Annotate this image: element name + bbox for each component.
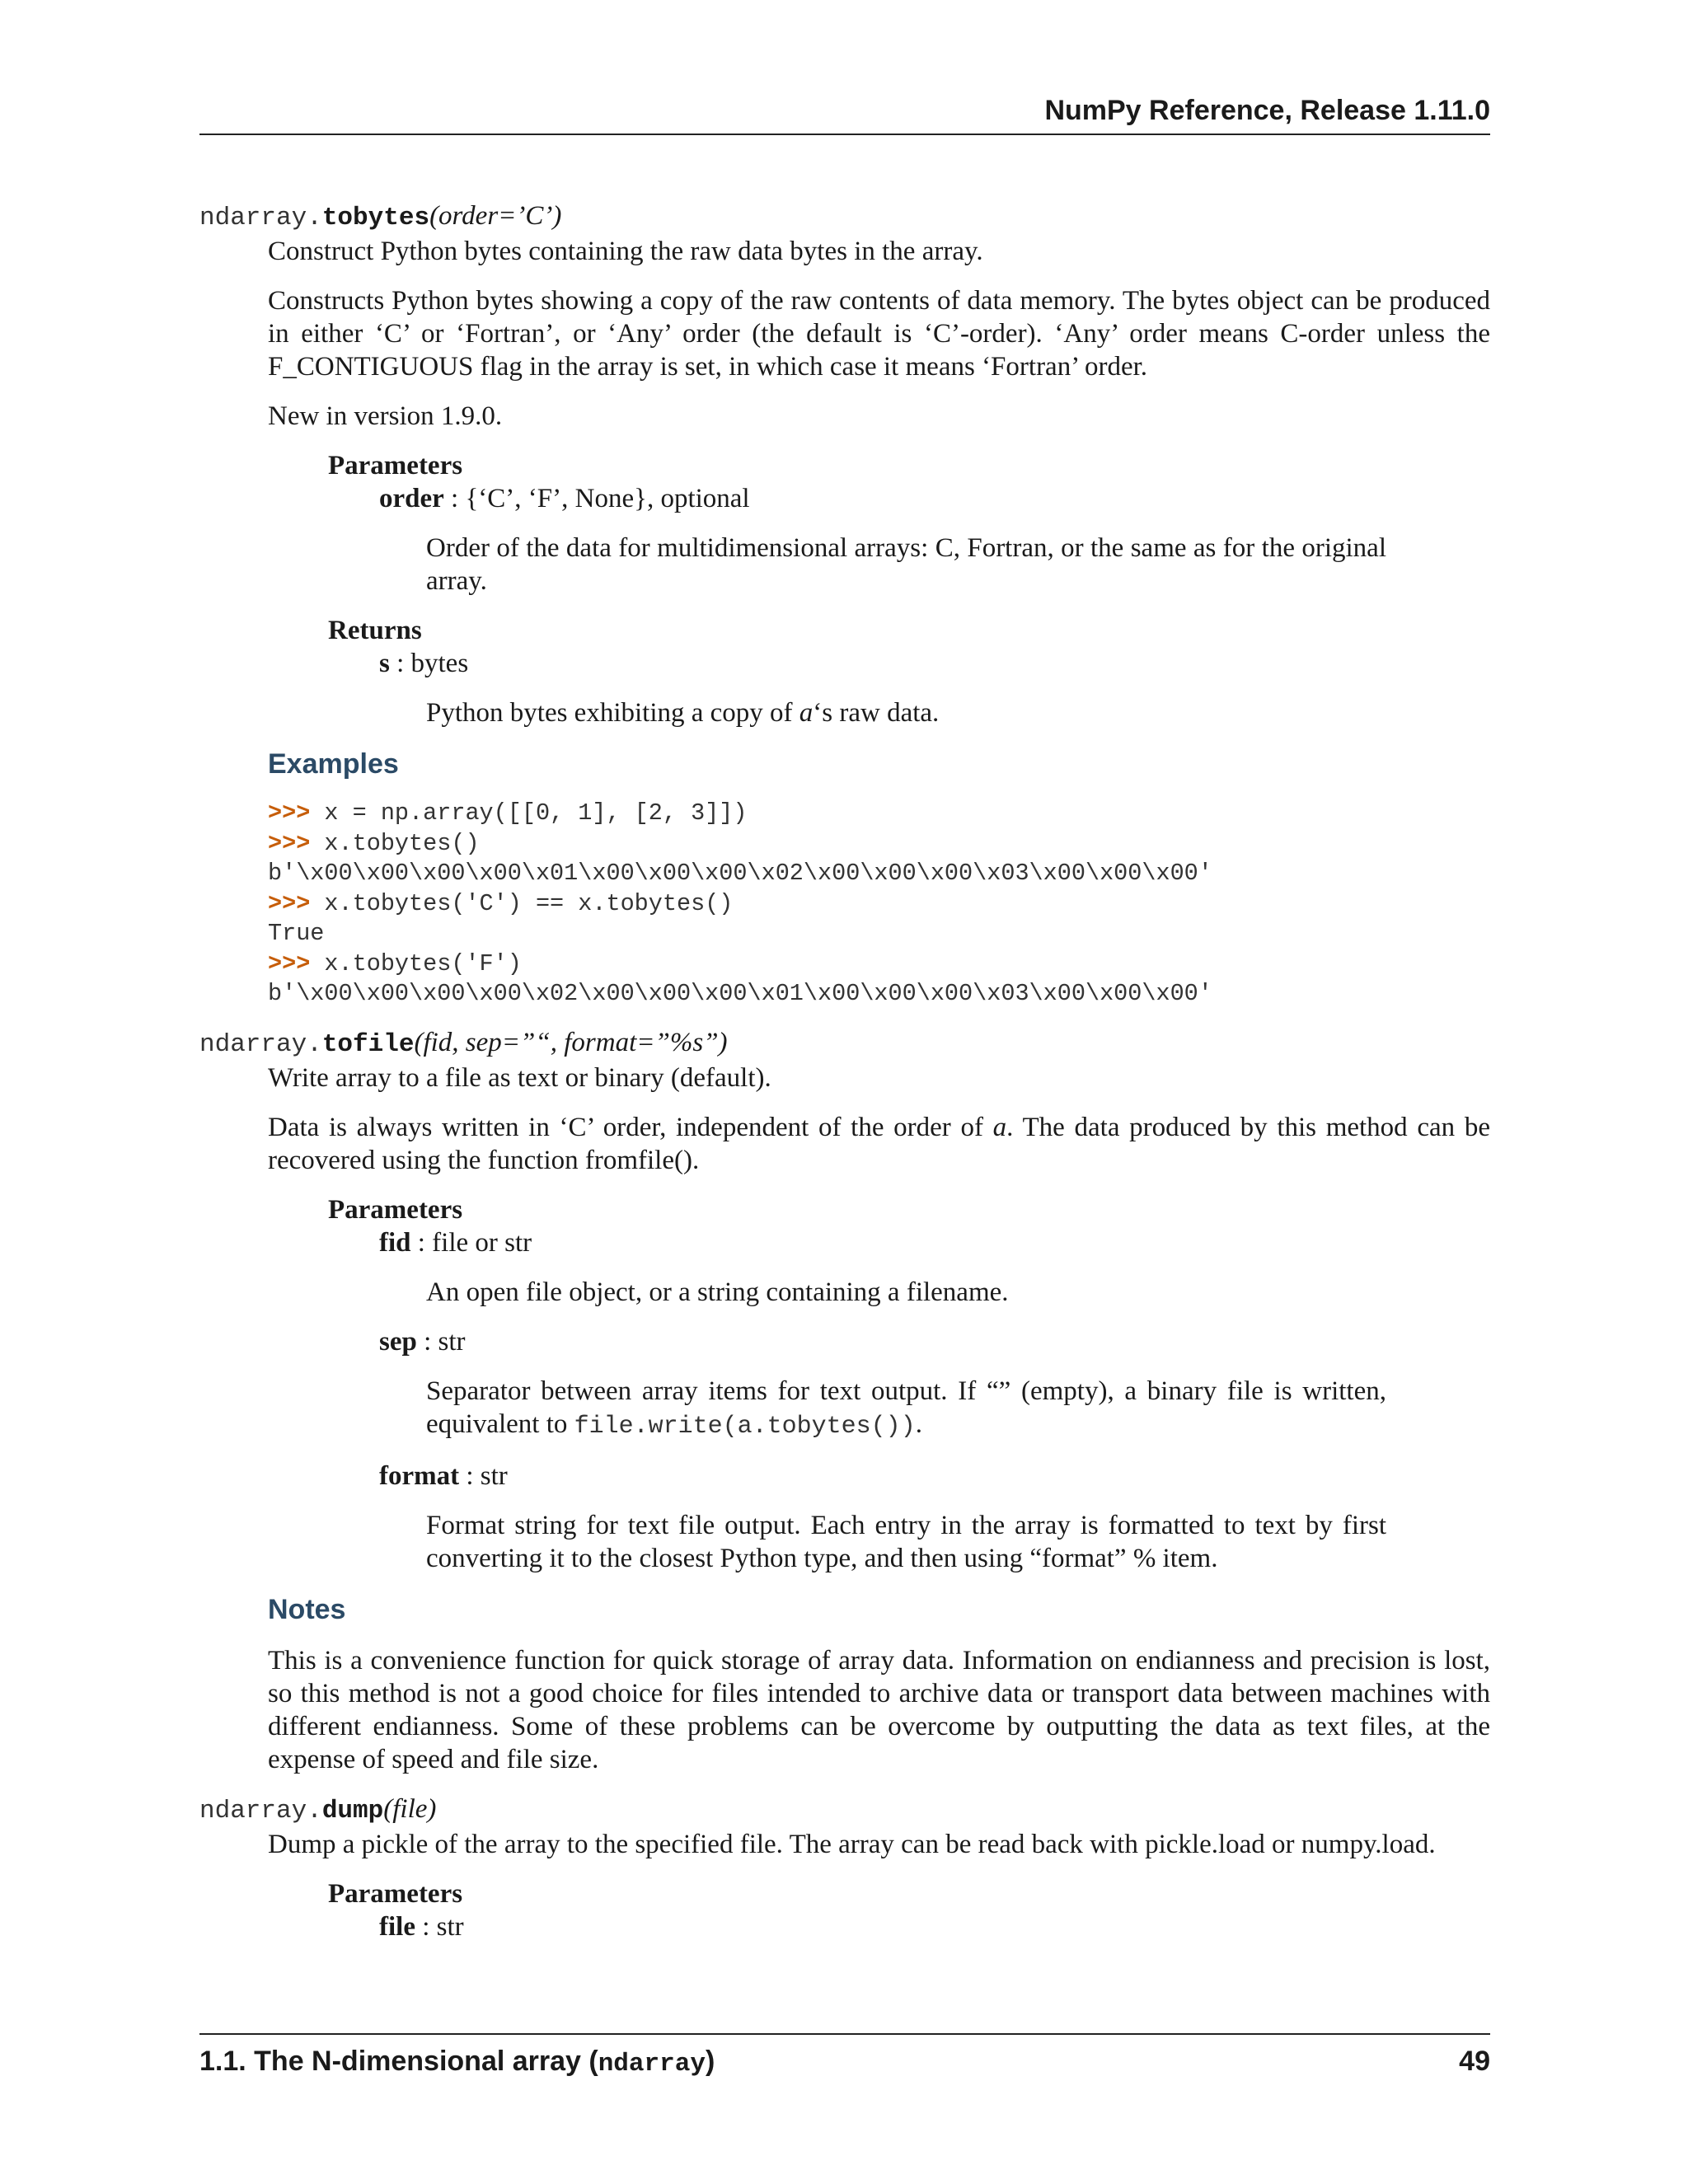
method-name: tobytes — [321, 204, 430, 232]
parameters-list — [328, 449, 1490, 729]
param-name: order — [379, 484, 444, 513]
return-name: s — [379, 649, 390, 678]
summary: Write array to a file as text or binary (default). — [268, 1062, 771, 1093]
dump-body — [268, 1828, 1490, 1943]
param-sep: sep : str — [379, 1326, 466, 1357]
param-description: Order of the data for multidimensional arrays: C, Fortran, or the same as for the original array. — [426, 533, 1386, 596]
description: Constructs Python bytes showing a copy of the raw contents of data memory. The bytes object can be produced in either ‘C’ or ‘Fortran’, or ‘Any’ order (the default is ‘C’-order). ‘Any’ order means C-order unless the F_CONTIGUOUS flag in the array is set, in which case it means ‘Fortran’ order. — [268, 286, 1490, 382]
param-format-description: Format string for text file output. Each entry in the array is formatted to text by first converting it to the closest Python type, and then using “format” % item. — [426, 1510, 1386, 1573]
summary: Dump a pickle of the array to the specified file. The array can be read back with pickle.load or numpy.load. — [268, 1829, 1436, 1859]
method-name: dump — [321, 1796, 384, 1825]
method-name: tofile — [321, 1029, 415, 1059]
parameters-list — [328, 1877, 1490, 1943]
tofile-signature — [199, 1026, 1490, 1062]
summary: Construct Python bytes containing the raw data bytes in the array. — [268, 237, 983, 266]
param-file: file : str — [379, 1911, 464, 1942]
tofile-body — [268, 1062, 1490, 1776]
examples-heading: Examples — [268, 748, 399, 780]
class-prefix: ndarray. — [199, 1029, 322, 1059]
parameters-label: Parameters — [328, 451, 463, 480]
page-number: 49 — [1459, 2046, 1490, 2077]
page-content — [199, 199, 1490, 1943]
method-args: (fid, sep=”“, format=”%s”) — [414, 1027, 728, 1057]
class-prefix: ndarray. — [199, 204, 322, 232]
param-sep-description: Separator between array items for text output. If “” (empty), a binary file is written, equivalent to file.write(a.tobytes()). — [426, 1376, 1386, 1441]
footer-section: 1.1. The N-dimensional array (ndarray) — [199, 2046, 715, 2079]
parameters-label: Parameters — [328, 1878, 463, 1909]
param-format: format : str — [379, 1460, 508, 1491]
parameters-list — [328, 1193, 1490, 1575]
returns-label: Returns — [328, 616, 422, 645]
running-header: NumPy Reference, Release 1.11.0 — [199, 92, 1490, 135]
param-fid-description: An open file object, or a string containing a filename. — [426, 1277, 1009, 1307]
return-type: : bytes — [389, 649, 469, 678]
method-args: (order=’C’) — [429, 201, 562, 231]
class-prefix: ndarray. — [199, 1796, 322, 1825]
tobytes-body — [268, 235, 1490, 1010]
tobytes-signature — [199, 199, 1490, 235]
param-fid: fid : file or str — [379, 1227, 532, 1258]
return-description: Python bytes exhibiting a copy of a‘s raw data. — [426, 698, 940, 728]
parameters-label: Parameters — [328, 1194, 463, 1225]
method-args: (file) — [383, 1793, 437, 1824]
code-example: >>> x = np.array([[0, 1], [2, 3]]) >>> x.tobytes() b'\x00\x00\x00\x00\x01\x00\x00\x00\x02\x00\x00\x00\x03\x00\x00\x00' >>> x.tobytes('C') == x.tobytes() True >>> x.tobytes('F') b'\x00\x00\x00\x00\x02\x00\x00\x00\x01\x00\x00\x00\x03\x00\x00\x00' — [268, 799, 1212, 1007]
param-order — [379, 482, 1490, 515]
notes-text: This is a convenience function for quick storage of array data. Information on endianness and precision is lost, so this method is not a good choice for files intended to archive data or transport data between machines with different endianness. Some of these problems can be overcome by outputting the data as text files, at the expense of speed and file size. — [268, 1645, 1490, 1774]
notes-heading: Notes — [268, 1593, 346, 1625]
dump-signature — [199, 1793, 1490, 1828]
return-s — [379, 647, 1490, 680]
param-type: : {‘C’, ‘F’, None}, optional — [443, 484, 750, 513]
running-footer — [199, 2033, 1490, 2083]
version-note: New in version 1.9.0. — [268, 401, 503, 431]
description: Data is always written in ‘C’ order, independent of the order of a. The data produced by this method can be recovered using the function fromfile(). — [268, 1112, 1491, 1175]
